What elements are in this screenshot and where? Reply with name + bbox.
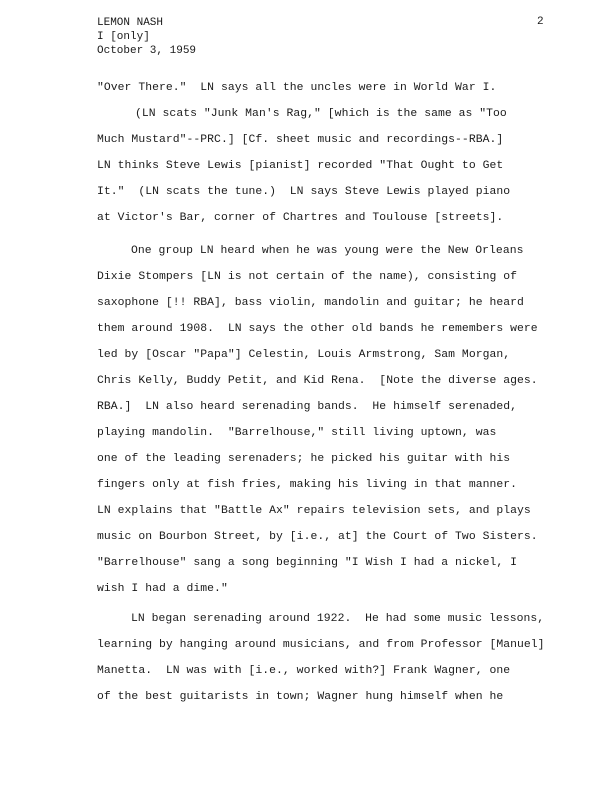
text-line: fingers only at fish fries, making his living in that manner. — [97, 479, 518, 491]
text-line: of the best guitarists in town; Wagner hung himself when he — [97, 691, 504, 703]
reel-label: I [only] — [97, 31, 150, 43]
interviewee-name: LEMON NASH — [97, 17, 164, 29]
interview-date: October 3, 1959 — [97, 45, 197, 57]
text-line: "Over There." LN says all the uncles were in World War I. — [97, 82, 497, 94]
text-line: saxophone [!! RBA], bass violin, mandolin and guitar; he heard — [97, 297, 524, 309]
text-line: LN began serenading around 1922. He had some music lessons, — [131, 613, 545, 625]
text-line: wish I had a dime." — [97, 583, 228, 595]
text-line: "Barrelhouse" sang a song beginning "I Wish I had a nickel, I — [97, 557, 518, 569]
text-line: led by [Oscar "Papa"] Celestin, Louis Armstrong, Sam Morgan, — [97, 349, 511, 361]
page-number: 2 — [537, 16, 544, 28]
document-header — [97, 16, 196, 58]
text-line: music on Bourbon Street, by [i.e., at] the Court of Two Sisters. — [97, 531, 538, 543]
text-line: one of the leading serenaders; he picked his guitar with his — [97, 453, 511, 465]
text-line: LN explains that "Battle Ax" repairs television sets, and plays — [97, 505, 531, 517]
text-line: Dixie Stompers [LN is not certain of the name), consisting of — [97, 271, 518, 283]
text-line: RBA.] LN also heard serenading bands. He himself serenaded, — [97, 401, 518, 413]
text-line: Much Mustard"--PRC.] [Cf. sheet music and recordings--RBA.] — [97, 134, 504, 146]
text-line: Chris Kelly, Buddy Petit, and Kid Rena. [Note the diverse ages. — [97, 375, 538, 387]
text-line: Manetta. LN was with [i.e., worked with?] Frank Wagner, one — [97, 665, 511, 677]
text-line: them around 1908. LN says the other old bands he remembers were — [97, 323, 538, 335]
text-line: (LN scats "Junk Man's Rag," [which is the same as "Too — [135, 108, 507, 120]
text-line: playing mandolin. "Barrelhouse," still living uptown, was — [97, 427, 497, 439]
text-line: LN thinks Steve Lewis [pianist] recorded "That Ought to Get — [97, 160, 504, 172]
text-line: learning by hanging around musicians, and from Professor [Manuel] — [97, 639, 545, 651]
text-line: It." (LN scats the tune.) LN says Steve Lewis played piano — [97, 186, 511, 198]
text-line: at Victor's Bar, corner of Chartres and Toulouse [streets]. — [97, 212, 504, 224]
text-line: One group LN heard when he was young were the New Orleans — [131, 245, 524, 257]
